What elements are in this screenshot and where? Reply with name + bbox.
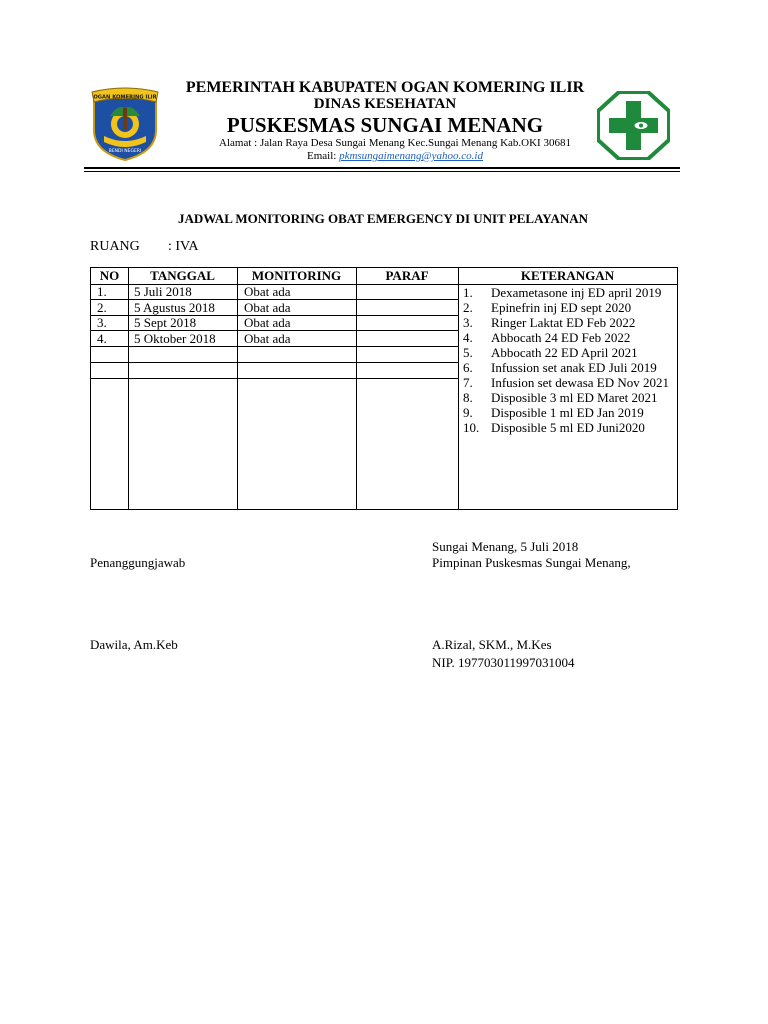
puskesmas-cross-logo <box>597 91 670 160</box>
letterhead-address: Alamat : Jalan Raya Desa Sungai Menang Kec.Sungai Menang Kab.OKI 30681 <box>219 137 571 149</box>
list-item: 2. Epinefrin inj ED sept 2020 <box>463 300 632 315</box>
cell-no: 2. <box>97 300 107 315</box>
room-value: : IVA <box>168 239 199 254</box>
left-signer-name: Dawila, Am.Keb <box>90 637 178 652</box>
header-keterangan: KETERANGAN <box>520 268 615 283</box>
cell-monitoring: Obat ada <box>244 315 291 330</box>
cell-no: 3. <box>97 315 107 330</box>
cell-monitoring: Obat ada <box>244 300 291 315</box>
document-title: JADWAL MONITORING OBAT EMERGENCY DI UNIT PELAYANAN <box>177 211 589 226</box>
list-item: 5. Abbocath 22 ED April 2021 <box>463 345 638 360</box>
letterhead-institution: PUSKESMAS SUNGAI MENANG <box>226 113 544 137</box>
table-col-divider <box>128 268 129 509</box>
email-label: Email: <box>306 150 337 162</box>
cell-tanggal: 5 Oktober 2018 <box>134 331 216 346</box>
cell-monitoring: Obat ada <box>244 331 291 346</box>
list-item: 7. Infusion set dewasa ED Nov 2021 <box>463 375 669 390</box>
cell-tanggal: 5 Juli 2018 <box>134 284 192 299</box>
table-col-divider <box>356 268 357 509</box>
email-link[interactable]: pkmsungaimenang@yahoo.co.id <box>339 150 483 162</box>
header-no: NO <box>99 268 120 283</box>
list-item: 1. Dexametasone inj ED april 2019 <box>463 285 662 300</box>
table-row-divider <box>91 378 458 379</box>
room-label: RUANG <box>90 239 140 254</box>
list-item: 9. Disposible 1 ml ED Jan 2019 <box>463 405 644 420</box>
header-tanggal: TANGGAL <box>150 268 215 283</box>
cell-tanggal: 5 Sept 2018 <box>134 315 197 330</box>
cell-no: 4. <box>97 331 107 346</box>
right-signer-nip: NIP. 197703011997031004 <box>432 655 575 670</box>
letterhead-email-line <box>180 150 610 162</box>
svg-text:BENDI NEGERI: BENDI NEGERI <box>108 149 142 154</box>
letterhead-rule-thick <box>84 167 680 169</box>
monitoring-table <box>90 267 678 510</box>
list-item: 10. Disposible 5 ml ED Juni2020 <box>463 420 645 435</box>
left-signer-role: Penanggungjawab <box>90 555 186 570</box>
svg-text:OGAN KOMERING ILIR: OGAN KOMERING ILIR <box>93 94 157 101</box>
table-row-divider <box>91 346 458 347</box>
letterhead-rule-thin <box>84 171 680 172</box>
right-signer-name: A.Rizal, SKM., M.Kes <box>432 637 552 652</box>
header-paraf: PARAF <box>385 268 429 283</box>
table-row-divider <box>91 362 458 363</box>
list-item: 3. Ringer Laktat ED Feb 2022 <box>463 315 636 330</box>
cell-tanggal: 5 Agustus 2018 <box>134 300 215 315</box>
place-date: Sungai Menang, 5 Juli 2018 <box>432 539 579 554</box>
keterangan-list <box>461 285 671 435</box>
letterhead-government: PEMERINTAH KABUPATEN OGAN KOMERING ILIR <box>185 79 585 96</box>
header-monitoring: MONITORING <box>251 268 342 283</box>
table-col-divider <box>237 268 238 509</box>
cell-monitoring: Obat ada <box>244 284 291 299</box>
room-line <box>90 239 199 255</box>
cell-no: 1. <box>97 284 107 299</box>
district-emblem-logo <box>90 86 160 162</box>
letterhead-department: DINAS KESEHATAN <box>313 96 457 112</box>
list-item: 6. Infussion set anak ED Juli 2019 <box>463 360 657 375</box>
list-item: 8. Disposible 3 ml ED Maret 2021 <box>463 390 658 405</box>
table-col-divider <box>458 268 459 509</box>
right-signer-role: Pimpinan Puskesmas Sungai Menang, <box>432 555 631 570</box>
list-item: 4. Abbocath 24 ED Feb 2022 <box>463 330 631 345</box>
